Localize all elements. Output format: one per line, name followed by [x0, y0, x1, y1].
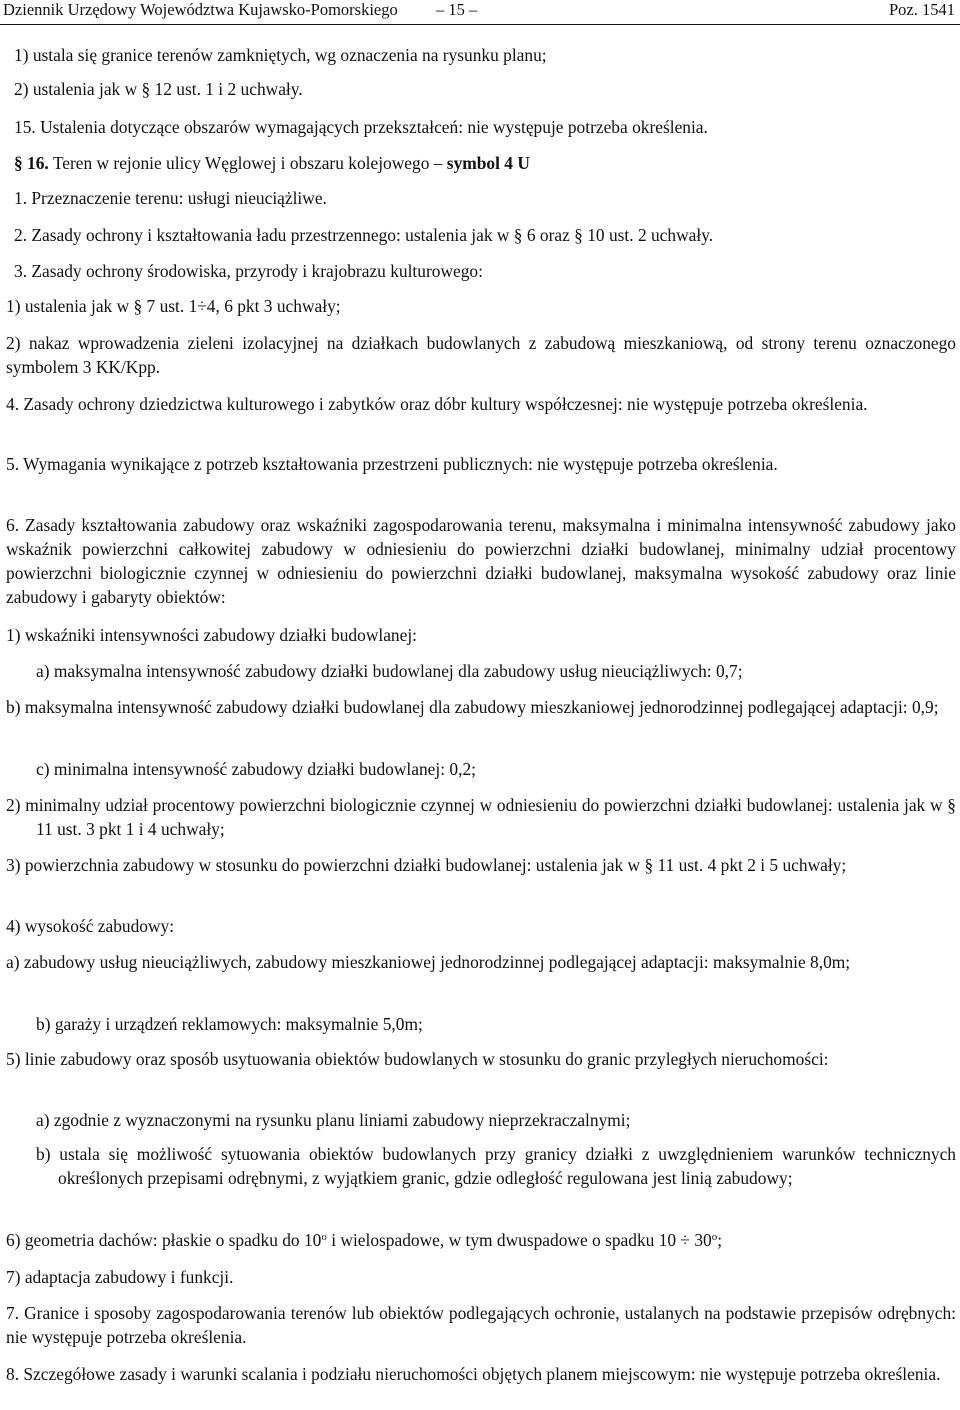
paragraph: 15. Ustalenia dotyczące obszarów wymagających przekształceń: nie występuje potrzeba określenia. — [14, 117, 708, 137]
list-item: 7) adaptacja zabudowy i funkcji. — [6, 1267, 234, 1287]
list-subitem: a) zabudowy usług nieuciążliwych, zabudowy mieszkaniowej jednorodzinnej podlegającej adaptacji: maksymalnie 8,0m; — [6, 952, 851, 972]
list-subitem: b) ustala się możliwość sytuowania obiektów budowlanych przy granicy działki z uwzględnieniem warunków technicznych określonych przepisami odrębnymi, z wyjątkiem granic, gdzie odległość regulowana jest linią zabudowy; — [36, 1144, 956, 1188]
page-header — [0, 0, 960, 25]
paragraph: 6. Zasady kształtowania zabudowy oraz wskaźniki zagospodarowania terenu, maksymalna i minimalna intensywność zabudowy jako wskaźnik powierzchni całkowitej zabudowy w odniesieniu do powierzchni działki budowlanej, minimalny udział procentowy powierzchni biologicznie czynnej w odniesieniu do powierzchni działki budowlanej, maksymalna wysokość zabudowy oraz linie zabudowy i gabaryty obiektów: — [6, 515, 956, 607]
paragraph: 7. Granice i sposoby zagospodarowania terenów lub obiektów podlegających ochronie, ustalanych na podstawie przepisów odrębnych: nie występuje potrzeba określenia. — [6, 1303, 956, 1347]
paragraph: 1) ustala się granice terenów zamkniętych, wg oznaczenia na rysunku planu; — [14, 45, 547, 65]
position-number: Poz. 1541 — [889, 0, 955, 19]
journal-title: Dziennik Urzędowy Województwa Kujawsko-Pomorskiego — [3, 0, 398, 19]
section-title: Teren w rejonie ulicy Węglowej i obszaru kolejowego – — [48, 153, 447, 173]
paragraph: 5. Wymagania wynikające z potrzeb kształtowania przestrzeni publicznych: nie występuje potrzeba określenia. — [6, 454, 778, 474]
list-item: 5) linie zabudowy oraz sposób usytuowania obiektów budowlanych w stosunku do granic przyległych nieruchomości: — [6, 1049, 829, 1069]
paragraph: 4. Zasady ochrony dziedzictwa kulturowego i zabytków oraz dóbr kultury współczesnej: nie występuje potrzeba określenia. — [6, 394, 868, 414]
section-heading — [14, 151, 956, 175]
list-subitem: a) maksymalna intensywność zabudowy działki budowlanej dla zabudowy usług nieuciążliwych: 0,7; — [36, 661, 743, 681]
paragraph: 2) ustalenia jak w § 12 ust. 1 i 2 uchwały. — [14, 79, 303, 99]
degree-sign: o — [321, 1231, 327, 1243]
list-item: 3) powierzchnia zabudowy w stosunku do powierzchni działki budowlanej: ustalenia jak w § 11 ust. 4 pkt 2 i 5 uchwały; — [6, 855, 847, 875]
list-item: 1) ustalenia jak w § 7 ust. 1÷4, 6 pkt 3 uchwały; — [6, 296, 341, 316]
list-item: 6) geometria dachów: płaskie o spadku do 10$^o$ i wielospadowe, w tym dwuspadowe o spadku $10 \div 30^o$; — [6, 1230, 723, 1250]
section-number: § 16. — [14, 153, 49, 173]
list-subitem: b) maksymalna intensywność zabudowy działki budowlanej dla zabudowy mieszkaniowej jednorodzinnej podlegającej adaptacji: 0,9; — [6, 697, 939, 717]
list-subitem: c) minimalna intensywność zabudowy działki budowlanej: 0,2; — [36, 759, 476, 779]
paragraph: 8. Szczegółowe zasady i warunki scalania i podziału nieruchomości objętych planem miejscowym: nie występuje potrzeba określenia. — [6, 1364, 941, 1384]
paragraph: 2. Zasady ochrony i kształtowania ładu przestrzennego: ustalenia jak w § 6 oraz § 10 ust. 2 uchwały. — [14, 225, 714, 245]
list-item: 2) nakaz wprowadzenia zieleni izolacyjnej na działkach budowlanych z zabudową mieszkaniową, od strony terenu oznaczonego symbolem 3 KK/Kpp. — [6, 333, 956, 377]
paragraph: 3. Zasady ochrony środowiska, przyrody i krajobrazu kulturowego: — [14, 261, 483, 281]
list-item: 2) minimalny udział procentowy powierzchni biologicznie czynnej w odniesieniu do powierzchni działki budowlanej: ustalenia jak w § 11 ust. 3 pkt 1 i 4 uchwały; — [6, 795, 956, 839]
page-number: – 15 – — [436, 0, 478, 19]
list-subitem: a) zgodnie z wyznaczonymi na rysunku planu liniami zabudowy nieprzekraczalnymi; — [36, 1110, 631, 1130]
degree-sign: o — [711, 1231, 718, 1243]
section-symbol: symbol 4 U — [446, 153, 530, 173]
paragraph: 1. Przeznaczenie terenu: usługi nieuciążliwe. — [14, 188, 327, 208]
list-item: 4) wysokość zabudowy: — [6, 916, 175, 936]
list-subitem: b) garaży i urządzeń reklamowych: maksymalnie 5,0m; — [36, 1014, 423, 1034]
list-item: 1) wskaźniki intensywności zabudowy działki budowlanej: — [6, 625, 418, 645]
